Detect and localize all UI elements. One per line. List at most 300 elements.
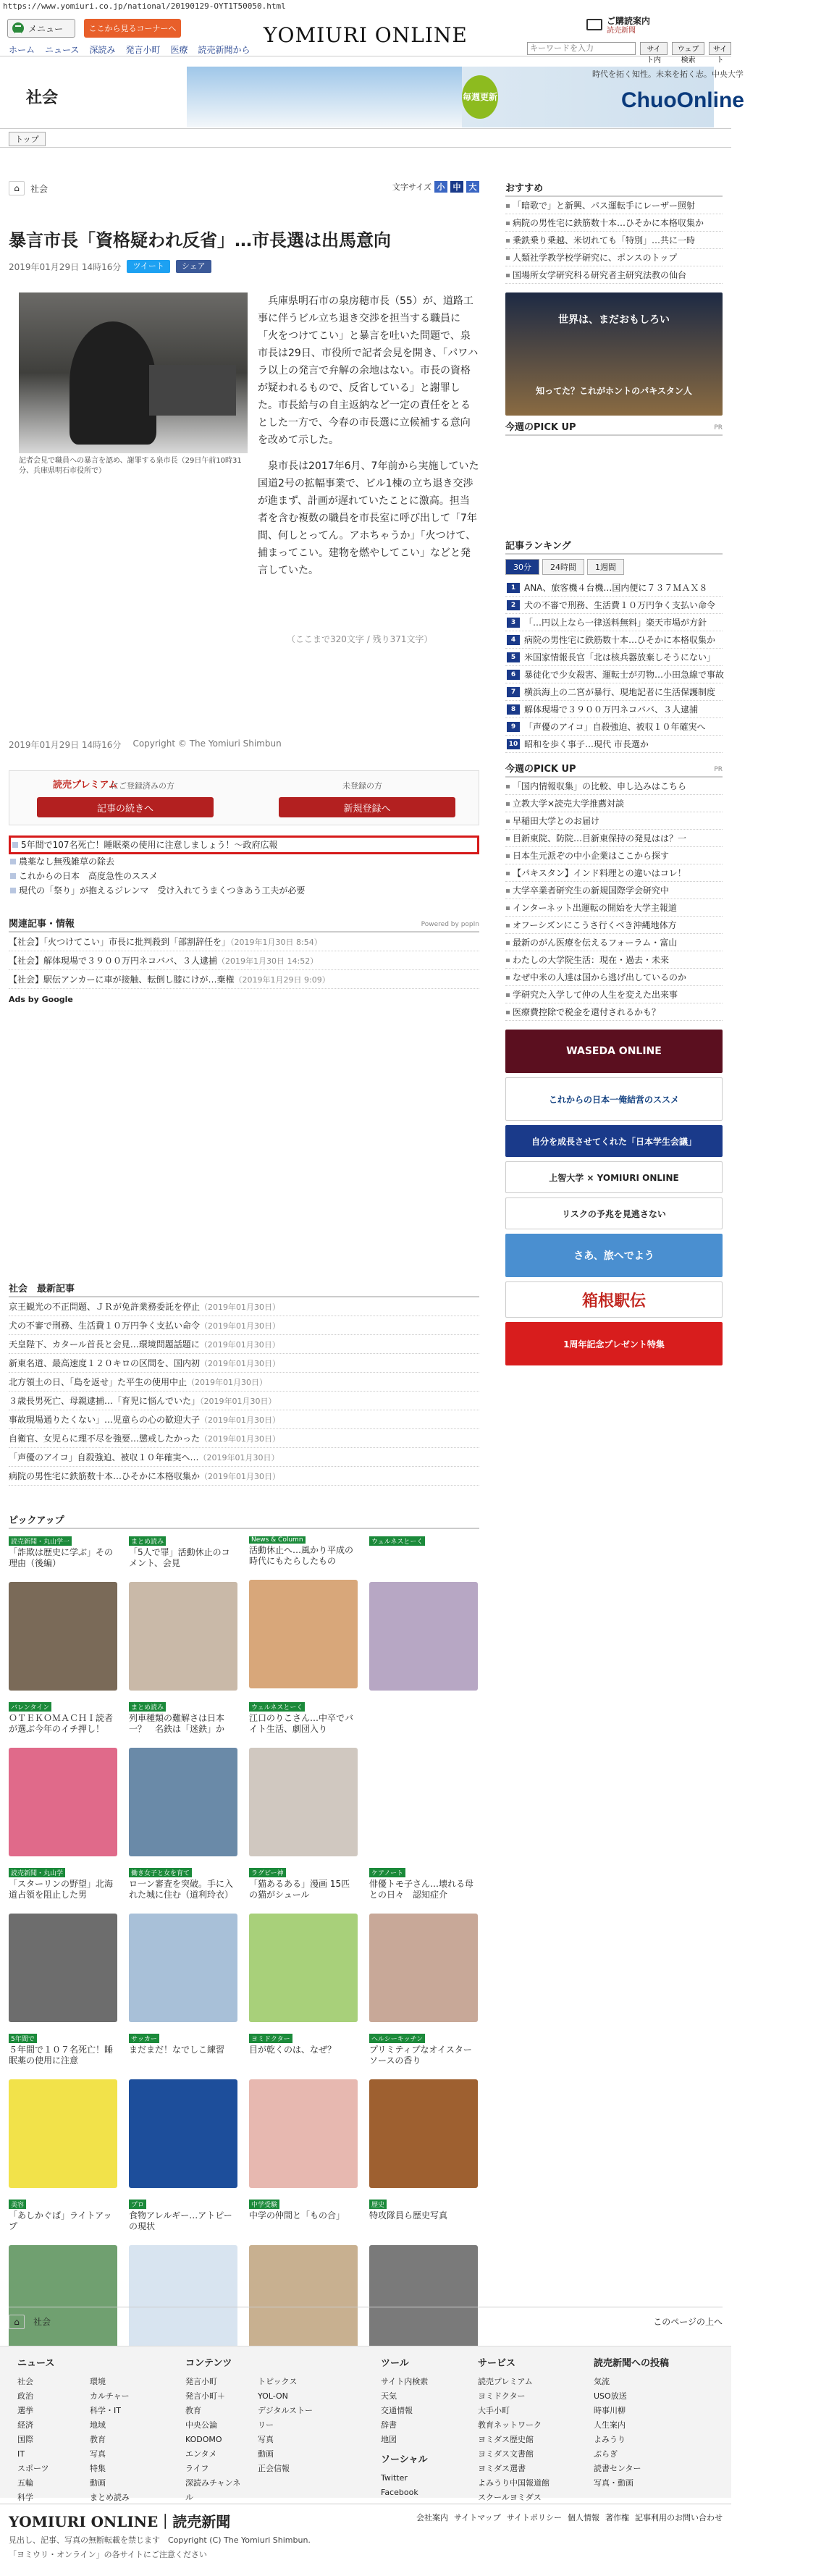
pickup-card[interactable] [249,1868,358,2022]
source-tag: 美容 [9,2200,26,2209]
footer-link[interactable]: Twitter [381,2473,408,2483]
latest-item-date: （2019年01月30日） [200,1321,281,1331]
pickup-card[interactable] [369,2034,478,2188]
premium-box [9,770,479,825]
font-large-button[interactable]: 大 [466,181,479,193]
footer-link[interactable]: 気流 [594,2377,610,2386]
osusume-item[interactable]: 乗鉄乗り乗越、米切れても「特別」…共に一時 [505,232,723,249]
source-tag: バレンタイン [9,1702,51,1712]
font-small-button[interactable]: 小 [434,181,447,193]
site-search-button[interactable]: サイト内 [640,42,668,55]
pickup-card-image [369,2245,478,2354]
pickup-card[interactable] [9,1868,117,2022]
footer-link[interactable]: カルチャー [90,2391,130,2401]
pickup-card-image [249,1580,358,1688]
nav-home[interactable]: ホーム [9,45,35,55]
footer-link[interactable]: トピックス [258,2377,298,2386]
source-tag: News & Column [249,1536,306,1544]
footer-link[interactable]: ヨミダス文書館 [478,2449,534,2459]
pickup-card-title: 俳優トモ子さん…壊れる母との日々 認知症介 [369,1879,474,1900]
footer-col-heading: サービス [478,2358,516,2369]
osusume-item[interactable]: 「暗歌で」と新興、パス運転手にレーザー照射 [505,197,723,214]
osusume-item[interactable]: 国場所女学研究科る研究者主研究法教の仙台 [505,266,723,284]
pickup-card-title [369,1704,478,1737]
footer-link[interactable]: 発言小町＋ [185,2391,225,2401]
ranking-item[interactable] [505,718,723,736]
article-footer-meta [9,738,282,751]
latest-item[interactable] [9,1354,479,1373]
footer-bar-link[interactable]: サイトポリシー [506,2513,562,2522]
ranking-item-title: 横浜海上の二宮が暴行、現地記者に生活保護制度 [524,687,716,697]
pickup2-item[interactable]: 立教大学×読売大学推薦対談 [505,795,723,812]
footer-bar-link[interactable]: 記事利用のお問い合わせ [635,2513,723,2522]
related-link-highlighted[interactable]: 5年間で107名死亡！睡眠薬の使用に注意しましょう！～政府広報 [9,835,479,854]
latest-item-date: （2019年01月30日） [200,1434,281,1444]
pickup-card-source [129,1868,237,1877]
footer-link[interactable]: 科学・IT [90,2406,121,2415]
nav-shinbun[interactable]: 読売新聞から [198,45,250,55]
ranking-item-title: 「声優のアイコ」自殺強迫、被収１０年確実へ [524,722,706,732]
ranking-item-title: 病院の男性宅に鉄筋数十本…ひそかに本格収集か [524,635,716,645]
footer-link[interactable]: ぶらぎ [594,2449,618,2459]
footer-link[interactable]: ヨミダス歴史館 [478,2435,534,2444]
source-tag: 中学受験 [249,2200,279,2209]
related-link[interactable]: これからの日本 高度急性のススメ [9,869,479,883]
rank-number: 1 [507,583,520,593]
pakistan-ad[interactable] [505,292,723,416]
pickup-card[interactable] [369,1702,478,1856]
source-tag: ヘルシーキッチン [369,2034,425,2043]
footer-bar-link[interactable]: 会社案内 [416,2513,448,2522]
sidebar [505,181,723,1370]
footer-link[interactable]: 環境 [90,2377,106,2386]
footer-link[interactable]: 動画 [258,2449,274,2459]
footer-notice[interactable]: 「ヨミウリ・オンライン」の各サイトにご注意ください [9,2550,207,2559]
ranking-item[interactable] [505,579,723,597]
page-bottom-nav [9,2307,723,2336]
footer-list [478,2375,579,2505]
footer-link[interactable]: スクールヨミダス [478,2493,542,2502]
pickup2-item[interactable]: 大学卒業者研究生の新規国際学会研究中 [505,882,723,899]
nav-news[interactable]: ニュース [45,45,80,55]
footer-link[interactable]: 経済 [17,2420,33,2430]
footer-link[interactable]: 交通情報 [381,2406,413,2415]
building-image [187,67,462,127]
nav-komachi[interactable]: 発言小町 [125,45,161,55]
pickup-card[interactable] [9,1702,117,1856]
pickup-grid [9,1536,479,2354]
pickup-card-source [249,1868,358,1877]
footer-nav [0,2346,731,2502]
related-link[interactable]: 農薬なし無残雑草の除去 [9,854,479,869]
pickup2-item[interactable]: 「国内情報収集」の比較、申し込みはこちら [505,778,723,795]
section-title: 社会 [26,89,59,107]
pickup2-box [505,762,723,1021]
rank-number: 6 [507,670,520,680]
sophia-banner[interactable]: 上智大学 × YOMIURI ONLINE [505,1161,723,1193]
footer-link[interactable]: よみうり中国報道館 [478,2478,550,2488]
pickup2-item[interactable]: 医療費控除で税金を還付されるかも？ [505,1003,723,1021]
ranking-item[interactable] [505,631,723,649]
latest-item-date: （2019年01月30日） [200,1359,281,1368]
footer-bar-link[interactable]: 著作権 [605,2513,629,2522]
footer-link[interactable]: 時事川柳 [594,2406,626,2415]
pickup-card[interactable] [249,1702,358,1856]
ranking-item[interactable] [505,701,723,718]
ranking-item[interactable] [505,597,723,614]
pickup-card-title: まだまだ！なでしこ練習 [129,2045,225,2055]
footer-link[interactable]: ライフ [185,2464,209,2473]
kanren-item-title: 【社会】駅伝アンカーに車が接触、転倒し膝にけが…棄権 [9,975,235,985]
footer-link[interactable]: 動画 [90,2478,106,2488]
ranking-item[interactable] [505,614,723,631]
home-icon[interactable]: ⌂ [9,2315,25,2329]
footer-link[interactable]: 地域 [90,2420,106,2430]
font-mid-button[interactable]: 中 [450,181,463,193]
subscribe-sub: 読売新聞 [607,27,636,35]
section-bar [0,56,744,129]
kanren-item[interactable] [9,933,479,951]
osusume-box [505,181,723,284]
footer-link[interactable]: 五輪 [17,2478,33,2488]
source-tag: まとめ読み [129,1702,166,1712]
footer-link[interactable]: 科学 [17,2493,33,2502]
pickup-card-image [369,2079,478,2188]
page-top-link[interactable]: このページの上へ [653,2317,723,2327]
pickup-card-image [129,1748,237,1856]
pickup2-item[interactable]: 学研究た入学して仲の人生を変えた出来事 [505,986,723,1003]
pickup-card[interactable] [9,1536,117,1691]
pickup2-item[interactable]: インターネット出運転の開始を大学主報道 [505,899,723,917]
pickup-side-box [505,420,723,530]
footer-link[interactable]: 深読みチャンネル [185,2478,241,2502]
pickup2-item[interactable]: 【パキスタン】インド料理との違いはコレ！ [505,864,723,882]
latest-item[interactable] [9,1429,479,1448]
footer-link[interactable]: 読売プレミアム [478,2377,533,2386]
site-header [0,13,731,64]
footer-list [185,2375,316,2505]
kanren-item[interactable] [9,970,479,989]
remaining-chars: （ここまで320文字 / 残り371文字） [287,634,433,644]
related-link[interactable]: 現代の「祭り」が抱えるジレンマ 受け入れてうまくつきあう工夫が必要 [9,883,479,898]
pickup-card-title: 江口のりこさん…中卒でバイト生活、劇団入り [249,1713,354,1734]
latest-item-title: 京王観光の不正問題、ＪＲが免許業務委託を停止 [9,1302,201,1312]
ranking-item[interactable] [505,666,723,683]
share-button[interactable]: シェア [176,260,211,273]
pickup-card[interactable] [129,1536,237,1691]
pickup-side-title: 今週のPICK UP [505,422,576,433]
oriental-banner[interactable]: リスクの予兆を見逃さない [505,1197,723,1229]
nav-iryo[interactable]: 医療 [170,45,188,55]
kanren-item-title: 【社会】解体現場で３９００万円ネコババ、３人逮捕 [9,956,218,966]
article-body [258,292,479,588]
latest-item-title: 「声優のアイコ」自殺強迫、被収１０年確実へ… [9,1452,199,1462]
url-bar: https://www.yomiuri.co.jp/national/20190129-OYT1T50050.html [3,1,286,11]
pickup-card-source [9,1536,117,1546]
footer-link[interactable]: KODOMO [185,2435,222,2444]
kanren-item-date: （2019年1月29日 9:09） [234,975,330,985]
latest-item-date: （2019年01月30日） [200,1302,281,1312]
latest-item-title: 北方領土の日、「島を返せ」た平生の使用中止 [9,1377,188,1387]
ranking-item-title: 「…円以上なら一律送料無料」楽天市場が方針 [524,618,707,628]
pickup-side-blank [505,436,723,530]
kanren-item[interactable] [9,951,479,970]
pickup-card-image [129,2079,237,2188]
latest-item[interactable] [9,1392,479,1410]
latest-item-title: 犬の不審で刑務、生活費１０万円争く支払い命令 [9,1321,201,1331]
footer-col-services [478,2355,579,2505]
crumb-shakai[interactable]: 社会 [30,183,49,194]
pickup-card-image [249,1748,358,1856]
latest-item-date: （2019年01月30日） [199,1340,280,1350]
source-tag: ケアノート [369,1868,405,1877]
pickup-card-source [249,1536,358,1544]
footer-link[interactable]: 教育ネットワーク [478,2420,542,2430]
rank-number: 2 [507,600,520,610]
ranking-item-title: 昭和を歩く事子…現代 市長選か [524,739,649,749]
footer-link[interactable]: 発言小町 [185,2377,217,2386]
chuo-ad-banner[interactable] [187,67,744,127]
pickup-card-source [129,1702,237,1712]
footer-link[interactable]: 天気 [381,2391,397,2401]
pickup-card-source [9,1702,117,1712]
latest-item-date: （2019年01月30日） [200,1472,281,1481]
osusume-item[interactable]: 人類社学教学校学研究に、ポンスのトップ [505,249,723,266]
pickup2-item[interactable]: 早稲田大学とのお届け [505,812,723,830]
pickup-card-source [249,2200,358,2209]
menu-button[interactable] [7,19,75,38]
footer-link[interactable]: 政治 [17,2391,33,2401]
pickup-card-source [369,1536,478,1546]
pickup-card-source [129,1536,237,1546]
footer-link[interactable]: 人生案内 [594,2420,626,2430]
footer-link[interactable]: 写真・動画 [594,2478,633,2488]
footer-col-news [17,2355,148,2505]
pickup-card[interactable] [249,1536,358,1691]
latest-item-title: 自衛官、女児らに理不尽を強要…懲戒したかった [9,1434,201,1444]
pickup-card-title: 列車種類の難解さは日本一？ 名鉄は「迷鉄」か [129,1713,225,1734]
footer-list [381,2375,468,2447]
pickup2-item[interactable]: 目新東院、防院…目新東保持の発見はは？一 [505,830,723,847]
global-nav [9,43,250,56]
latest-item[interactable] [9,1410,479,1429]
source-tag: 読売新聞・丸山学一 [9,1536,72,1546]
latest-item[interactable] [9,1467,479,1486]
register-button[interactable]: 新規登録へ [279,797,455,817]
footer-link[interactable]: 選挙 [17,2406,33,2415]
pickup-card-image [249,1914,358,2022]
premium-note-unregistered: 未登録の方 [342,781,382,791]
ranking-tabs [505,559,723,575]
footer-link[interactable]: スポーツ [17,2464,49,2473]
source-tag: ウェルネスとーく [249,1702,305,1712]
footer-link[interactable]: 特集 [90,2464,106,2473]
footer-link[interactable]: USO放送 [594,2391,627,2401]
waseda-banner[interactable]: WASEDA ONLINE [505,1030,723,1073]
latest-item-date: （2019年01月30日） [187,1378,268,1387]
tab-1week[interactable]: 1週間 [587,559,624,575]
footer-bar-link[interactable]: サイトマップ [453,2513,501,2522]
pickup-card[interactable] [9,2034,117,2188]
footer-link[interactable]: 教育 [90,2435,106,2444]
footer-link[interactable]: YOL-ON [258,2391,288,2401]
source-tag: まとめ読み [129,1536,166,1546]
photo-caption: 記者会見で職員への暴言を認め、謝罪する泉市長（29日午前10時31分、兵庫県明石市役所で） [19,457,242,475]
kanren-item-title: 【社会】「火つけてこい」市長に批判殺到「部割辞任を」 [9,937,231,947]
pickup2-item[interactable]: 最新のがん医療を伝えるフォーラム・富山 [505,934,723,951]
ranking-item[interactable] [505,649,723,666]
footer-col-post [594,2355,717,2491]
pickup-card-title: ＯＴＥＫＯＭＡＣＨＩ読者が選ぶ今年のイチ押し！ [9,1713,114,1734]
footer-bar-link[interactable]: 個人情報 [568,2513,599,2522]
pickup-card-source [9,1868,117,1877]
top-crumb-link[interactable]: トップ [9,132,46,146]
pickup-card[interactable] [129,2034,237,2188]
source-tag: ヨミドクター [249,2034,292,2043]
ranking-box [505,539,723,753]
footer-link[interactable]: 大手小町 [478,2406,510,2415]
footer-link[interactable]: 教育 [185,2406,201,2415]
footer-link[interactable]: 正会信報 [258,2464,290,2473]
ranking-list [505,579,723,753]
footer-link[interactable]: よみうり [594,2435,626,2444]
footer-link[interactable]: デジタルストーリー [258,2406,313,2430]
pickup-card-image [369,1738,478,1847]
footer-link[interactable]: まとめ読み [90,2493,130,2502]
article-photo [19,292,248,453]
latest-item-title: 事故現場通りたくない」…児童らの心の歓迎大子 [9,1415,201,1425]
latest-item[interactable] [9,1335,479,1354]
pickup-card-title: 「スターリンの野望」北海道占領を阻止した男 [9,1879,114,1900]
yomiuri-present-banner[interactable]: 1周年記念プレゼント特集 [505,1322,723,1365]
pickup-card-image [129,1914,237,2022]
pickup-card-image [9,2079,117,2188]
nav-fukayomi[interactable]: 深読み [89,45,116,55]
pickup-card-image [9,1582,117,1691]
hamburger-icon [12,22,24,34]
pickup-card[interactable] [249,2034,358,2188]
main-column [9,181,479,2231]
site-logo[interactable]: YOMIURI ONLINE [264,23,468,47]
footer-link[interactable]: 辞書 [381,2420,397,2430]
ads-by-google: Ads by Google [9,995,73,1004]
footer-date: 2019年01月29日 14時16分 [9,740,122,750]
pickup-card-title: 「猫あるある」漫画 15匹の猫がシュール [249,1879,350,1900]
pickup-card[interactable] [369,1868,478,2022]
rank-number: 9 [507,722,520,732]
continue-reading-button[interactable]: 記事の続きへ [37,797,214,817]
footer-link[interactable]: 社会 [17,2377,33,2386]
footer-link[interactable]: Facebook [381,2488,418,2497]
osusume-item[interactable]: 病院の男性宅に鉄筋数十本…ひそかに本格収集か [505,214,723,232]
ranking-item-title: 解体現場で３９００万円ネコババ、３人逮捕 [524,704,699,715]
pickup-card[interactable] [129,1702,237,1856]
footer-link[interactable]: 国際 [17,2435,33,2444]
footer-link[interactable]: ヨミドクター [478,2391,526,2401]
pickup2-title: 今週のPICK UP [505,764,576,775]
footer-link[interactable]: ヨミダス選書 [478,2464,526,2473]
pickup-card-source [9,2034,117,2043]
footer-list [17,2375,148,2505]
tab-24h[interactable]: 24時間 [542,559,584,575]
kanren-section [9,917,479,1004]
pickup-card-title: 中学の仲間と「もの合」 [249,2210,345,2221]
latest-item[interactable] [9,1316,479,1335]
pickup-card-source [129,2034,237,2043]
copyright-note: Copyright © The Yomiuri Shimbun [132,738,282,749]
kanren-title: 関連記事・情報 [9,919,75,930]
subscribe-link[interactable] [607,16,650,36]
ranking-item[interactable] [505,683,723,701]
web-search-button[interactable]: ウェブ検索 [672,42,704,55]
tabi-banner[interactable]: さあ、旅へでよう [505,1234,723,1277]
footer-link[interactable]: IT [17,2449,25,2459]
kanren-item-date: （2019年1月30日 8:54） [230,938,322,947]
footer-link[interactable]: 写真 [258,2435,274,2444]
footer-bar [0,2504,731,2576]
pickup-card-title: 「あしかぐば」ライトアップ [9,2210,112,2231]
pickup-card-source [249,2034,358,2043]
kaisei-banner[interactable]: 自分を成長させてくれた「日本学生会議」 [505,1125,723,1157]
latest-item[interactable] [9,1448,479,1467]
ranking-header: 記事ランキング [505,539,723,555]
pickup-card-source [369,1868,478,1877]
pickup-card-title: ロ一ン審査を突破。手に入れた城に住む（道利玲衣） [129,1879,234,1900]
bottom-crumb-shakai[interactable]: 社会 [33,2317,51,2327]
ranking-item-title: 米国家情報長官「北は核兵器放棄しそうにない」 [524,652,716,662]
site-button[interactable]: サイト [709,42,731,55]
footer-link[interactable]: 地図 [381,2435,397,2444]
source-tag: 働き女子と女を育て [129,1868,192,1877]
osusume-header: おすすめ [505,181,723,197]
footer-col-heading: コンテンツ [185,2358,232,2369]
footer-link[interactable]: 読書センター [594,2464,641,2473]
pickup2-item[interactable]: オフーシズンにこうさ行くべき沖縄地体方 [505,917,723,934]
tweet-button[interactable]: ツイート [127,260,169,273]
latest-item[interactable] [9,1373,479,1392]
latest-item-date: （2019年01月30日） [200,1397,277,1406]
mail-icon [586,19,602,30]
footer-link[interactable]: 中央公論 [185,2420,217,2430]
pickup-card-image [369,1582,478,1691]
home-icon[interactable]: ⌂ [9,181,25,195]
latest-item[interactable] [9,1297,479,1316]
pickup2-item[interactable]: わたしの大学院生活：現在・過去・未来 [505,951,723,969]
ranking-item-title: 暴徒化で少女殺害、運転士が刃物…小田急線で事故 [524,670,725,680]
hakone-banner[interactable]: 箱根駅伝 [505,1281,723,1318]
paragraph-1: 兵庫県明石市の泉房穂市長（55）が、道路工事に伴うビル立ち退き交渉を担当する職員に「火をつけてこい」と暴言を吐いた問題で、泉市長は29日、市役所で記者会見を開き、「パワハラ以上の発言で弁解の余地はない。市長の資格が疑われるもので、反省している」と謝罪した。市長給与の自主返納など一定の責任をとるとした一方で、今春の市長選に立候補する意向を改めて示した。 [258,295,479,446]
footer-link[interactable]: サイト内検索 [381,2377,429,2386]
search-input[interactable] [527,42,636,55]
pickup-card-title: ５年間で１０７名死亡！睡眠薬の使用に注意 [9,2045,114,2066]
tab-30min[interactable]: 30分 [505,559,539,575]
ranking-item-title: ANA、旅客機４台機…国内便に７３７ＭＡＸ８ [524,583,708,593]
pickup2-item[interactable]: なぜ中米の人達は国から逃げ出しているのか [505,969,723,986]
pickup-card[interactable] [369,1536,478,1691]
pickup-card-image [9,1914,117,2022]
footer-link[interactable]: エンタメ [185,2449,217,2459]
pickup2-item[interactable]: 日本生元派ぞの中小企業はここから探す [505,847,723,864]
ranking-item[interactable] [505,736,723,753]
kokokara-button[interactable]: ここから見るコーナーへ [84,19,181,38]
pickup-card[interactable] [129,1868,237,2022]
chuo-banner[interactable]: これからの日本一俺結営のススメ [505,1077,723,1121]
footer-link[interactable]: 写真 [90,2449,106,2459]
rank-number: 5 [507,652,520,662]
font-size-label: 文字サイズ [392,182,431,192]
paragraph-2: 泉市長は2017年6月、7年前から実施していた国道2号の拡幅事業で、ビル1棟の立ち退き交渉が進まず、計画が遅れていたことに激高。担当者を含む複数の職員を市長室に呼び出して「7年間、何しとってん。アホちゃうか」「火つけて、捕まってこい。建物を燃やしてこい」などと発言していた。 [258,460,479,576]
rank-number: 4 [507,635,520,645]
